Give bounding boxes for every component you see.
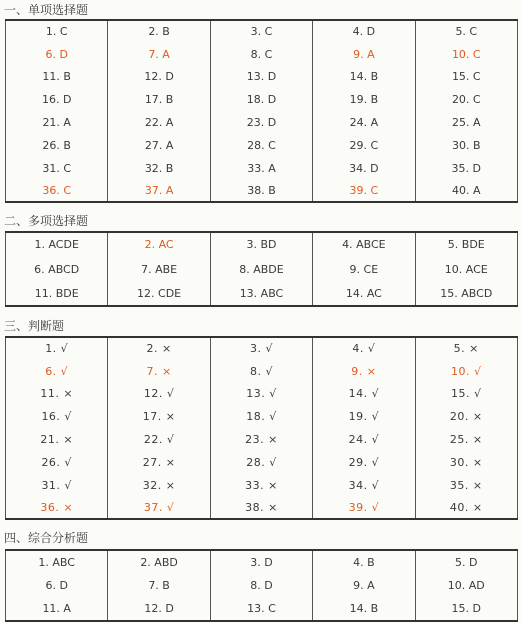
answer-cell: 12. √ bbox=[108, 383, 210, 406]
answer-cell: 4. D bbox=[313, 20, 415, 43]
answer-table-single-choice bbox=[5, 19, 518, 203]
answer-cell: 11. BDE bbox=[6, 281, 108, 306]
answer-cell: 14. B bbox=[313, 66, 415, 89]
answer-cell: 16. √ bbox=[6, 405, 108, 428]
answer-cell: 25. × bbox=[415, 428, 517, 451]
answer-cell: 16. D bbox=[6, 88, 108, 111]
answer-cell: 23. D bbox=[210, 111, 312, 134]
answer-cell: 17. B bbox=[108, 88, 210, 111]
table-row bbox=[6, 474, 518, 497]
answer-cell: 5. D bbox=[415, 550, 517, 574]
answer-cell: 13. C bbox=[210, 597, 312, 621]
answer-cell: 5. BDE bbox=[415, 232, 517, 257]
answer-cell: 26. √ bbox=[6, 451, 108, 474]
answer-cell: 15. ABCD bbox=[415, 281, 517, 306]
answer-cell: 1. ABC bbox=[6, 550, 108, 574]
answer-cell: 40. A bbox=[415, 180, 517, 203]
table-row bbox=[6, 383, 518, 406]
answer-cell: 26. B bbox=[6, 134, 108, 157]
answer-cell: 23. × bbox=[210, 428, 312, 451]
answer-cell: 12. D bbox=[108, 66, 210, 89]
answer-cell: 6. D bbox=[6, 574, 108, 598]
answer-cell: 13. D bbox=[210, 66, 312, 89]
section-title-single-choice: 一、单项选择题 bbox=[4, 3, 89, 17]
answer-cell: 15. C bbox=[415, 66, 517, 89]
answer-cell: 30. × bbox=[415, 451, 517, 474]
table-row bbox=[6, 43, 518, 66]
answer-cell: 27. A bbox=[108, 134, 210, 157]
table-row bbox=[6, 574, 518, 598]
table-row bbox=[6, 337, 518, 360]
answer-cell: 3. D bbox=[210, 550, 312, 574]
answer-cell: 19. √ bbox=[313, 405, 415, 428]
answer-table-true-false bbox=[5, 336, 518, 520]
answer-cell: 8. √ bbox=[210, 360, 312, 383]
answer-cell: 19. B bbox=[313, 88, 415, 111]
answer-cell: 9. CE bbox=[313, 257, 415, 282]
answer-cell: 4. B bbox=[313, 550, 415, 574]
answer-cell: 14. AC bbox=[313, 281, 415, 306]
answer-cell: 10. √ bbox=[415, 360, 517, 383]
answer-cell: 34. √ bbox=[313, 474, 415, 497]
answer-cell: 9. A bbox=[313, 43, 415, 66]
answer-cell: 36. × bbox=[6, 497, 108, 520]
answer-cell: 36. C bbox=[6, 180, 108, 203]
answer-cell: 8. ABDE bbox=[210, 257, 312, 282]
answer-cell: 18. √ bbox=[210, 405, 312, 428]
answer-cell: 8. C bbox=[210, 43, 312, 66]
answer-cell: 38. B bbox=[210, 180, 312, 203]
answer-cell: 34. D bbox=[313, 157, 415, 180]
answer-cell: 13. ABC bbox=[210, 281, 312, 306]
answer-cell: 4. ABCE bbox=[313, 232, 415, 257]
answer-cell: 30. B bbox=[415, 134, 517, 157]
table-row bbox=[6, 281, 518, 306]
answer-cell: 31. C bbox=[6, 157, 108, 180]
answer-cell: 1. ACDE bbox=[6, 232, 108, 257]
table-row bbox=[6, 111, 518, 134]
answer-cell: 39. C bbox=[313, 180, 415, 203]
section-title-multiple-choice: 二、多项选择题 bbox=[4, 214, 89, 228]
answer-cell: 7. B bbox=[108, 574, 210, 598]
table-row bbox=[6, 232, 518, 257]
answer-cell: 24. A bbox=[313, 111, 415, 134]
answer-cell: 10. C bbox=[415, 43, 517, 66]
answer-cell: 7. ABE bbox=[108, 257, 210, 282]
answer-cell: 13. √ bbox=[210, 383, 312, 406]
answer-cell: 31. √ bbox=[6, 474, 108, 497]
table-row bbox=[6, 550, 518, 574]
answer-cell: 35. D bbox=[415, 157, 517, 180]
answer-cell: 21. A bbox=[6, 111, 108, 134]
answer-table-multiple-choice bbox=[5, 231, 518, 307]
answer-cell: 4. √ bbox=[313, 337, 415, 360]
table-row bbox=[6, 451, 518, 474]
answer-cell: 10. AD bbox=[415, 574, 517, 598]
answer-cell: 2. AC bbox=[108, 232, 210, 257]
answer-cell: 39. √ bbox=[313, 497, 415, 520]
answer-cell: 38. × bbox=[210, 497, 312, 520]
answer-cell: 8. D bbox=[210, 574, 312, 598]
answer-cell: 29. C bbox=[313, 134, 415, 157]
answer-cell: 17. × bbox=[108, 405, 210, 428]
table-row bbox=[6, 20, 518, 43]
answer-cell: 22. A bbox=[108, 111, 210, 134]
answer-cell: 1. √ bbox=[6, 337, 108, 360]
answer-cell: 20. × bbox=[415, 405, 517, 428]
answer-cell: 12. D bbox=[108, 597, 210, 621]
answer-cell: 3. √ bbox=[210, 337, 312, 360]
answer-cell: 3. BD bbox=[210, 232, 312, 257]
table-row bbox=[6, 134, 518, 157]
answer-cell: 32. B bbox=[108, 157, 210, 180]
answer-cell: 40. × bbox=[415, 497, 517, 520]
answer-cell: 6. √ bbox=[6, 360, 108, 383]
table-row bbox=[6, 157, 518, 180]
answer-cell: 25. A bbox=[415, 111, 517, 134]
answer-cell: 11. × bbox=[6, 383, 108, 406]
section-title-true-false: 三、判断题 bbox=[4, 319, 65, 333]
answer-cell: 9. × bbox=[313, 360, 415, 383]
answer-cell: 11. B bbox=[6, 66, 108, 89]
answer-cell: 28. C bbox=[210, 134, 312, 157]
table-row bbox=[6, 360, 518, 383]
answer-cell: 15. √ bbox=[415, 383, 517, 406]
answer-table-comprehensive-analysis bbox=[5, 549, 518, 622]
answer-cell: 22. √ bbox=[108, 428, 210, 451]
table-row bbox=[6, 257, 518, 282]
answer-cell: 11. A bbox=[6, 597, 108, 621]
table-row bbox=[6, 497, 518, 520]
answer-cell: 29. √ bbox=[313, 451, 415, 474]
answer-cell: 35. × bbox=[415, 474, 517, 497]
answer-cell: 2. B bbox=[108, 20, 210, 43]
answer-cell: 32. × bbox=[108, 474, 210, 497]
answer-cell: 15. D bbox=[415, 597, 517, 621]
answer-cell: 14. B bbox=[313, 597, 415, 621]
table-row bbox=[6, 66, 518, 89]
answer-cell: 28. √ bbox=[210, 451, 312, 474]
table-row bbox=[6, 405, 518, 428]
answer-cell: 2. ABD bbox=[108, 550, 210, 574]
answer-cell: 33. × bbox=[210, 474, 312, 497]
table-row bbox=[6, 597, 518, 621]
table-row bbox=[6, 180, 518, 203]
answer-cell: 1. C bbox=[6, 20, 108, 43]
answer-cell: 5. C bbox=[415, 20, 517, 43]
answer-cell: 18. D bbox=[210, 88, 312, 111]
answer-cell: 20. C bbox=[415, 88, 517, 111]
answer-cell: 12. CDE bbox=[108, 281, 210, 306]
answer-cell: 21. × bbox=[6, 428, 108, 451]
answer-cell: 7. × bbox=[108, 360, 210, 383]
answer-cell: 37. √ bbox=[108, 497, 210, 520]
answer-cell: 6. D bbox=[6, 43, 108, 66]
table-row bbox=[6, 88, 518, 111]
answer-cell: 2. × bbox=[108, 337, 210, 360]
answer-cell: 7. A bbox=[108, 43, 210, 66]
answer-cell: 6. ABCD bbox=[6, 257, 108, 282]
answer-cell: 5. × bbox=[415, 337, 517, 360]
answer-cell: 27. × bbox=[108, 451, 210, 474]
answer-cell: 37. A bbox=[108, 180, 210, 203]
section-title-comprehensive-analysis: 四、综合分析题 bbox=[4, 531, 89, 545]
answer-cell: 24. √ bbox=[313, 428, 415, 451]
answer-cell: 14. √ bbox=[313, 383, 415, 406]
answer-cell: 10. ACE bbox=[415, 257, 517, 282]
answer-cell: 33. A bbox=[210, 157, 312, 180]
answer-cell: 3. C bbox=[210, 20, 312, 43]
table-row bbox=[6, 428, 518, 451]
answer-cell: 9. A bbox=[313, 574, 415, 598]
